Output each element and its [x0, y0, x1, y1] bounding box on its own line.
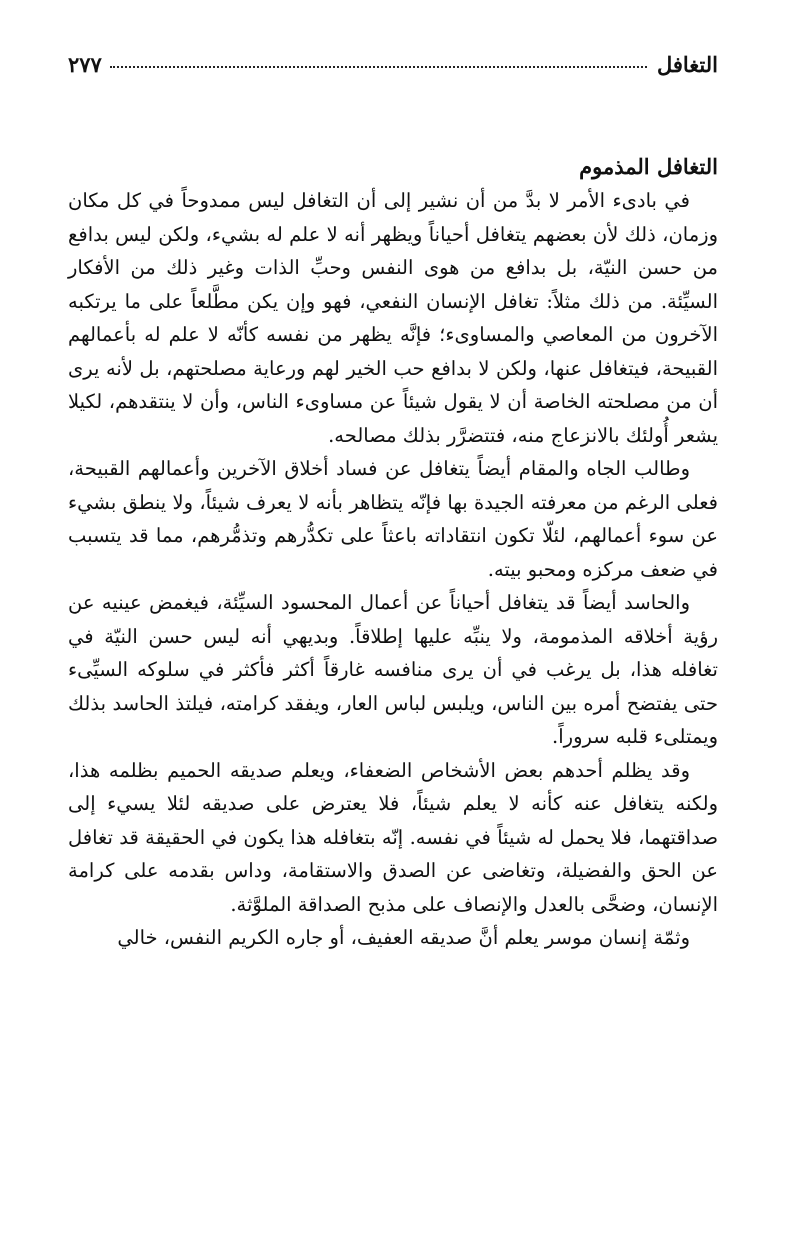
section-heading: التغافل المذموم: [579, 154, 718, 179]
page-number: ٢٧٧: [68, 52, 102, 77]
paragraph: وطالب الجاه والمقام أيضاً يتغافل عن فساد أخلاق الآخرين وأعمالهم القبيحة، فعلى الرغم من معرفته الجيدة بها فإنّه يتظاهر بأنه لا يعرف شيئاً، ولا ينطق بشيء عن سوء أعمالهم، لئلّا تكون انتقاداته باعثاً على تكدُّرهم وتذمُّرهم، مما قد يتسبب في ضعف مركزه ومحبو بيته.: [68, 457, 718, 581]
paragraph: وقد يظلم أحدهم بعض الأشخاص الضعفاء، ويعلم صديقه الحميم بظلمه هذا، ولكنه يتغافل عنه كأنه لا يعلم شيئاً، فلا يعترض على صديقه لئلا يسيء إلى صداقتهما، فلا يحمل له شيئاً في نفسه. إنّه بتغافله هذا يكون في الحقيقة قد تغافل عن الحق والفضيلة، وتغاضى عن الصدق والاستقامة، وداس بقدمه على كرامة الإنسان، وضحَّى بالعدل والإنصاف على مذبح الصداقة الملوَّثة.: [68, 758, 718, 916]
paragraph: في بادىء الأمر لا بدَّ من أن نشير إلى أن التغافل ليس ممدوحاً في كل مكان وزمان، ذلك لأن بعضهم يتغافل أحياناً ويظهر أنه لا علم له بشيء، ولكن ليس بدافع من حسن النيّة، بل بدافع من هوى النفس وحبِّ الذات وغير ذلك من الأفكار السيِّئة. من ذلك مثلاً: تغافل الإنسان النفعي، فهو وإن يكن مطَّلعاً على ما يرتكبه الآخرون من المعاصي والمساوىء؛ فإنَّه يظهر من نفسه كأنّه لا علم له بأعمالهم القبيحة، فيتغافل عنها، ولكن لا بدافع حب الخير لهم ورعاية مصلحتهم، بل لأنه يرى أن من مصلحته الخاصة أن لا يقول شيئاً عن مساوىء الناس، وأن لا ينتقدهم، لكيلا يشعر أُولئك بالانزعاج منه، فتتضرَّر بذلك مصالحه.: [68, 189, 718, 447]
dot-leader: [110, 66, 647, 68]
paragraph: وثمّة إنسان موسر يعلم أنَّ صديقه العفيف، أو جاره الكريم النفس، خالي: [117, 926, 690, 949]
book-page: [68, 52, 718, 1202]
chapter-title: التغافل: [656, 52, 718, 77]
paragraph: والحاسد أيضاً قد يتغافل أحياناً عن أعمال المحسود السيِّئة، فيغمض عينيه عن رؤية أخلاقه المذمومة، ولا ينبِّه عليها إطلاقاً. وبديهي أنه ليس حسن النيّة في تغافله هذا، بل يرغب في أن يرى منافسه غارقاً أكثر فأكثر في سلوكه السيِّىء حتى يفتضح أمره بين الناس، ويلبس لباس العار، ويفقد كرامته، فيلتذ الحاسد بذلك ويمتلىء قلبه سروراً.: [68, 591, 718, 748]
running-header: [68, 52, 718, 98]
